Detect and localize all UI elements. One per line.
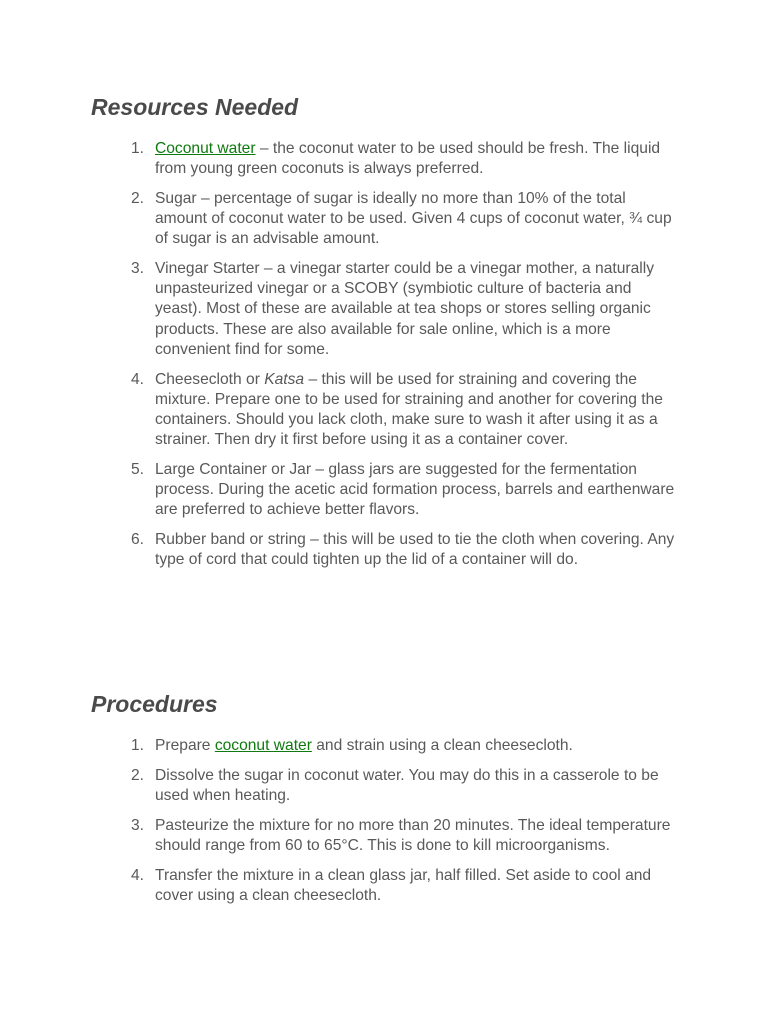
list-item-prepare (131, 736, 676, 756)
item-text: Rubber band or string – this will be used to tie the cloth when covering. Any type of cord that could tighten up the lid of a container will do. (155, 530, 675, 569)
item-number: 1. (131, 737, 145, 754)
list-item-cheesecloth (131, 370, 676, 451)
item-text-italic: Katsa (264, 370, 305, 388)
item-number: 3. (131, 260, 145, 278)
procedures-list (131, 736, 676, 915)
list-item-dissolve (131, 766, 676, 806)
item-text-prefix: Prepare (155, 737, 215, 754)
list-item-rubber-band (131, 530, 676, 570)
item-text-prefix: Cheesecloth or (155, 370, 265, 388)
item-text: Dissolve the sugar in coconut water. You may do this in a casserole to be used when heating. (155, 766, 659, 804)
item-number: 3. (131, 816, 145, 834)
item-number: 2. (131, 766, 145, 784)
item-text: Vinegar Starter – a vinegar starter could be a vinegar mother, a naturally unpasteurized vinegar or a SCOBY (symbiotic culture of bacteria and yeast). Most of these are available at tea shops or stores selling organic products. These are also available for sale online, which is a more convenient find for some. (155, 260, 654, 358)
item-text: – this will be used for straining and covering the mixture. Prepare one to be used for straining and another for covering the containers. Should you lack cloth, make sure to wash it after using it as a strainer. Then dry it first before using it as a container cover. (155, 370, 663, 449)
list-item-sugar (131, 189, 676, 250)
item-text: Sugar – percentage of sugar is ideally no more than 10% of the total amount of coconut water to be used. Given 4 cups of coconut water, ¾ cup of sugar is an advisable amount. (155, 189, 672, 248)
list-item-transfer (131, 866, 676, 906)
resources-list (131, 139, 676, 580)
list-item-vinegar-starter (131, 259, 676, 360)
list-item-pasteurize (131, 816, 676, 856)
item-text: Transfer the mixture in a clean glass jar, half filled. Set aside to cool and cover using a clean cheesecloth. (155, 866, 652, 904)
list-item-coconut-water (131, 139, 676, 179)
item-text: Large Container or Jar – glass jars are suggested for the fermentation process. During the acetic acid formation process, barrels and earthenware are preferred to achieve better flavors. (155, 460, 675, 519)
procedures-heading: Procedures (91, 691, 218, 717)
item-number: 2. (131, 189, 145, 207)
item-number: 4. (131, 866, 145, 884)
resources-heading: Resources Needed (91, 94, 299, 120)
coconut-water-link[interactable]: coconut water (214, 737, 312, 754)
coconut-water-link[interactable]: Coconut water (155, 140, 256, 157)
item-number: 5. (131, 460, 145, 478)
item-number: 1. (131, 140, 145, 157)
item-number: 4. (131, 370, 145, 388)
list-item-container (131, 460, 676, 521)
item-text: – the coconut water to be used should be fresh. The liquid from young green coconuts is always preferred. (155, 140, 661, 178)
item-number: 6. (131, 530, 145, 548)
item-text: Pasteurize the mixture for no more than 20 minutes. The ideal temperature should range from 60 to 65°C. This is done to kill microorganisms. (155, 816, 671, 854)
item-text: and strain using a clean cheesecloth. (311, 737, 573, 754)
